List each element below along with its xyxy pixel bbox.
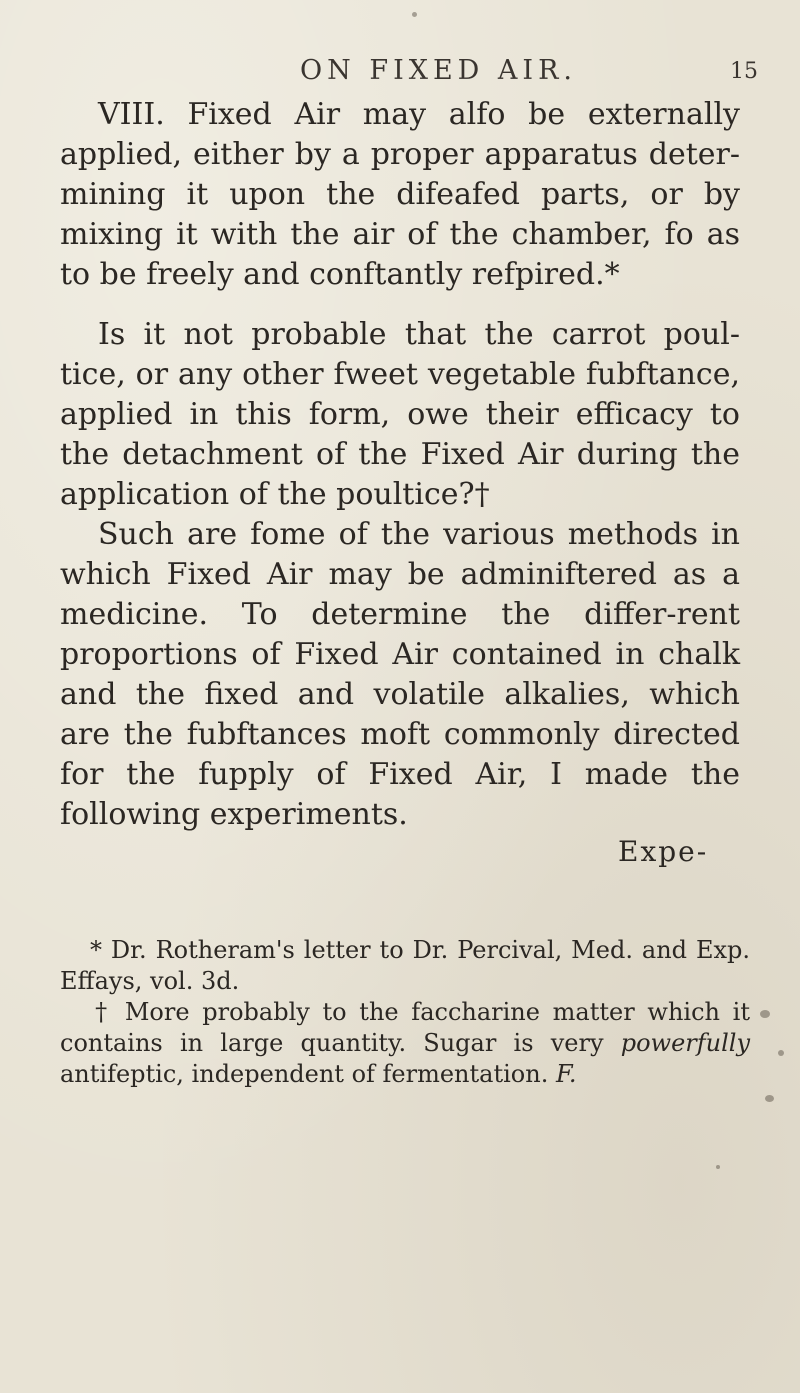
footnote-2-signature: F. <box>555 1060 577 1088</box>
paragraph-1-text: VIII. Fixed Air may alfo be externally applied, either by a proper apparatus deter-mining it upon the difeafed parts, or by mixing it with the air of the chamber, fo as to be freely and conftantly refpired.* <box>60 97 740 292</box>
paper-speck <box>716 1165 720 1169</box>
paragraph-2-text: Is it not probable that the carrot poul-tice, or any other fweet vegetable fubftance, applied in this form, owe their efficacy to the detachment of the Fixed Air during the application of the poultice?† <box>60 317 740 512</box>
footnote-2-text: † More probably to the faccharine matter which it contains in large quantity. Sugar is very <box>60 998 750 1057</box>
footnote-1 <box>60 935 750 997</box>
running-head <box>0 55 800 95</box>
paper-speck <box>760 1010 770 1018</box>
paper-speck <box>412 12 417 17</box>
paper-speck <box>778 1050 784 1056</box>
footnote-1-text: * Dr. Rotheram's letter to Dr. Percival, Med. and Exp. Effays, vol. 3d. <box>60 936 750 995</box>
footnote-2-italic: powerfully <box>620 1029 750 1057</box>
paragraph-2 <box>60 315 740 515</box>
footnotes <box>60 935 750 1090</box>
paragraph-1 <box>60 95 740 295</box>
page-number: 15 <box>730 59 758 84</box>
footnote-2-tail: antifeptic, independent of fermentation. <box>60 1060 556 1088</box>
paragraph-3 <box>60 515 740 835</box>
catchword: Expe- <box>618 835 709 868</box>
footnote-2 <box>60 997 750 1090</box>
running-title: ON FIXED AIR. <box>300 55 577 86</box>
paragraph-3-text: Such are fome of the various methods in which Fixed Air may be adminiftered as a medicine. To determine the differ-rent proportions of Fixed Air contained in chalk and the fixed and volatile alkalies, which are the fubftances moft commonly directed for the fupply of Fixed Air, I made the following experiments. <box>60 517 740 832</box>
paper-speck <box>765 1095 774 1102</box>
